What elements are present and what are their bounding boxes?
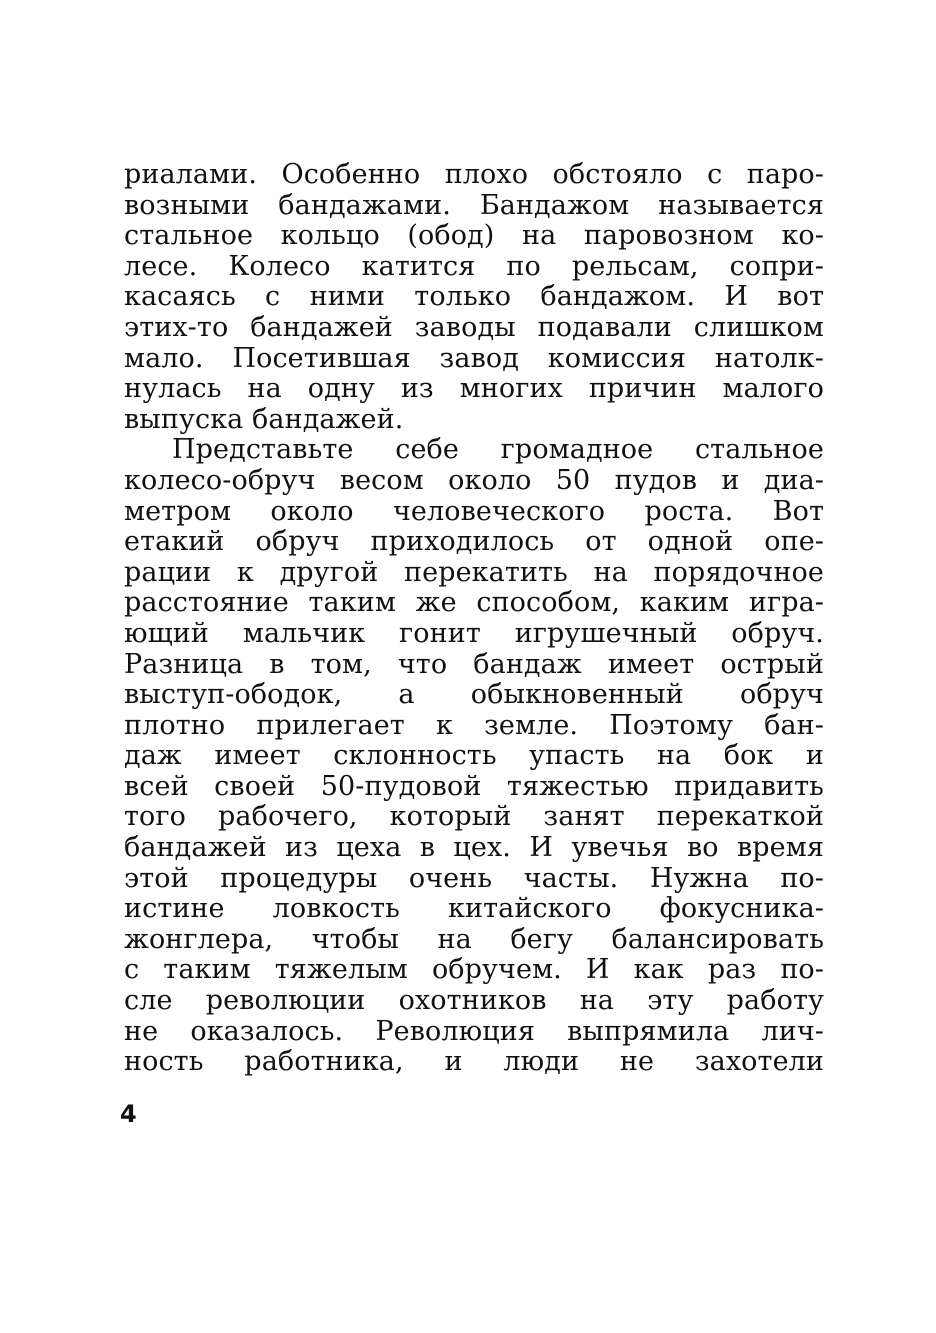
text-line: рации к другой перекатить на порядочное (124, 556, 824, 588)
text-line: мало. Посетившая завод комиссия натолк- (124, 342, 824, 374)
text-line: плотно прилегает к земле. Поэтому бан- (124, 709, 824, 741)
text-line: Разница в том, что бандаж имеет острый (124, 648, 824, 680)
text-line: этой процедуры очень часты. Нужна по- (124, 862, 824, 894)
text-line: всей своей 50-пудовой тяжестью придавить (124, 770, 824, 802)
text-line: даж имеет склонность упасть на бок и (124, 740, 824, 772)
text-line: с таким тяжелым обручем. И как раз по- (124, 954, 824, 986)
text-line: жонглера, чтобы на бегу балансировать (124, 923, 824, 955)
text-line: касаясь с ними только бандажом. И вот (124, 281, 824, 313)
body-text (124, 160, 824, 1078)
text-line: риалами. Особенно плохо обстояло с паро- (124, 159, 824, 190)
text-line: того рабочего, который занят перекаткой (124, 801, 824, 833)
text-line: ющий мальчик гонит игрушечный обруч. (124, 617, 824, 649)
text-line: ность работника, и люди не захотели (124, 1046, 824, 1078)
text-line: етакий обруч приходилось от одной опе- (124, 526, 824, 558)
text-line: истине ловкость китайского фокусника- (124, 893, 824, 925)
text-line: бандажей из цеха в цех. И увечья во время (124, 832, 824, 864)
text-line: нулась на одну из многих причин малого (124, 373, 824, 405)
text-line: метром около человеческого роста. Вот (124, 495, 824, 527)
text-line: сле революции охотников на эту работу (124, 985, 824, 1017)
text-line: колесо-обруч весом около 50 пудов и диа- (124, 464, 824, 496)
page-number: 4 (120, 1100, 137, 1128)
text-line: расстояние таким же способом, каким игра- (124, 587, 824, 619)
text-line: не оказалось. Революция выпрямила лич- (124, 1015, 824, 1047)
text-line: стальное кольцо (обод) на паровозном ко- (124, 220, 824, 252)
text-line: лесе. Колесо катится по рельсам, сопри- (124, 250, 824, 282)
text-line: возными бандажами. Бандажом называется (124, 189, 824, 221)
text-line: выступ-ободок, а обыкновенный обруч (124, 679, 824, 711)
text-line: этих-то бандажей заводы подавали слишком (124, 311, 824, 343)
text-line: Представьте себе громадное стальное (172, 434, 824, 466)
text-line: выпуска бандажей. (124, 403, 404, 435)
